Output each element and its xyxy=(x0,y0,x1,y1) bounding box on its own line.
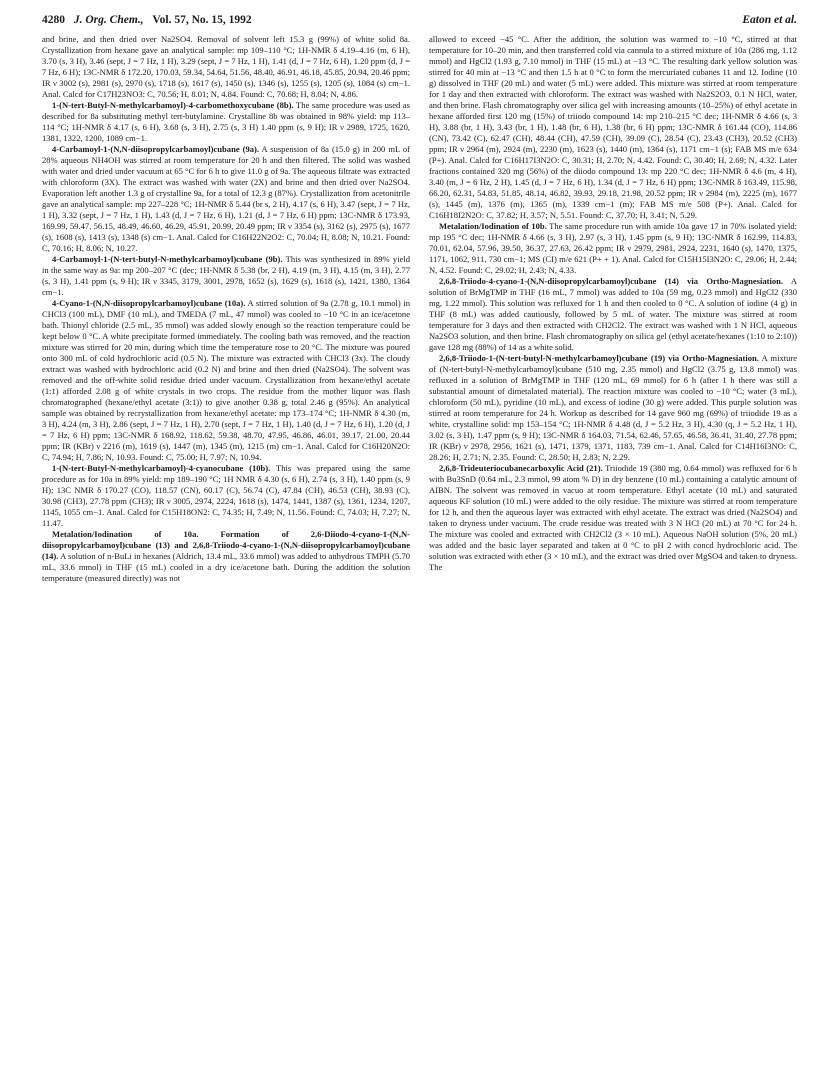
paragraph xyxy=(429,353,797,463)
running-header xyxy=(42,14,797,32)
paragraph xyxy=(42,144,410,254)
compound-heading: 4-Cyano-1-(N,N-diisopropylcarbamoyl)cubane (10a). xyxy=(52,298,246,308)
volume-issue: Vol. 57, No. 15, 1992 xyxy=(152,14,252,26)
paragraph xyxy=(42,463,410,529)
paragraph-text: A suspension of 8a (15.0 g) in 200 mL of 28% aqueous NH4OH was stirred at room temperature for 20 h and then filtered. The solid was washed with water and dried under vacuum at 65 °C for 6 h to give 11.0 g of 9a. The aqueous filtrate was extracted with chloroform (3X). The extract was washed with water (2X) and brine and then dried over Na2SO4. Evaporation left another 1.3 g of crystalline 9a, for a total of 12.3 g (87%). Crystallization from acetonitrile gave an analytical sample: mp 227–228 °C; 1H-NMR δ 5.44 (br s, 2 H), 4.17 (s, 6 H), 3.47 (sept, J = 7 Hz, 1 H), 3.32 (sept, J = 7 Hz, 1 H), 1.43 (d, J = 7 Hz, 6 H), 1.21 (d, J = 7 Hz, 6 H) ppm; 13C-NMR δ 173.93, 169.99, 59.47, 56.15, 48.49, 46.60, 46.29, 45.91, 20.99, 20.49 ppm; IR ν 3354 (s), 3162 (s), 2975 (s), 1677 (s), 1608 (s), 1413 (s), 1348 (s) cm−1. Anal. Calcd for C16H22N2O2: C, 70.04; H, 8.08; N, 10.21. Found: C, 70.16; H, 8.06; N, 10.27. xyxy=(42,144,410,253)
paragraph-text: A mixture of (N-tert-butyl-N-methylcarbamoyl)cubane (510 mg, 2.35 mmol) and HgCl2 (3.75 g, 13.8 mmol) was refluxed in a solution of BrMgTMP in THF (120 mL, 69 mmol) for 6 h (after 1 h there was still a substantial amount of dimetalated material). The reaction mixture was cooled to −10 °C; water (3 mL), chloroform (50 mL), pyridine (10 mL), and excess of iodine (30 g) were added. This purple solution was stirred at room temperature for 24 h. Workup as described for 14 gave 960 mg (69%) of triiodide 19 as a white, crystalline solid: mp 153–154 °C; 1H-NMR δ 4.48 (d, J = 5.2 Hz, 3 H), 4.30 (q, J = 5.2 Hz, 1 H), 3.02 (s, 3 H), 1.47 ppm (s, 9 H); 13C-NMR δ 164.03, 71.54, 62.46, 57.65, 46.58, 36.41, 31.40, 27.78 ppm; IR (KBr) ν 2978, 2956, 1621 (s), 1471, 1379, 1371, 1183, 739 cm−1. Anal. Calcd for C14H16I3NO: C, 28.26; H, 2.71; N, 2.35. Found: C, 28.50; H, 2.83; N, 2.29. xyxy=(429,353,797,462)
compound-heading: 2,6,8-Triiodo-1-(N-tert-butyl-N-methylcarbamoyl)cubane (19) via Ortho-Magnesiation. xyxy=(439,353,759,363)
compound-heading: 2,6,8-Trideuteriocubanecarboxylic Acid (21). xyxy=(439,463,603,473)
paragraph-text: and brine, and then dried over Na2SO4. Removal of solvent left 15.3 g (99%) of white solid 8a. Crystallization from hexane gave an analytical sample: mp 109–110 °C; 1H-NMR δ 4.19–4.16 (m, 6 H), 3.70 (s, 3 H), 3.46 (sept, J = 7 Hz, 1 H), 3.29 (sept, J = 7 Hz, 1 H), 1.41 (d, J = 7 Hz, 6 H), 1.20 ppm (d, J = 7 Hz, 6 H); 13C-NMR δ 172.20, 170.03, 59.34, 54.64, 51.56, 48.40, 46.91, 46.18, 45.85, 20.94, 20.46 ppm; IR ν 3002 (s), 2981 (s), 2970 (s), 1718 (s), 1617 (s), 1450 (s), 1346 (s), 1255 (s), 1205 (s), 1084 (s) cm−1. Anal. Calcd for C17H23NO3: C, 70.56; H, 8.01; N, 4.84. Found: C, 70.68; H, 8.04; N, 4.86. xyxy=(42,34,410,99)
header-author: Eaton et al. xyxy=(742,14,797,26)
paragraph xyxy=(429,276,797,353)
paragraph-text: allowed to exceed −45 °C. After the addition, the solution was warmed to −10 °C, stirred at that temperature for 10–20 min, and then transferred cold via cannula to a stirred mixture of 10a (286 mg, 1.12 mmol) and HgCl2 (1.93 g, 7.10 mmol) in THF (15 mL) at −13 °C. The resulting dark yellow solution was stirred for 40 min at −13 °C and then 1.5 h at 0 °C to form the mercuriated cubanes 11 and 12. Iodine (10 g) dissolved in THF (20 mL) and water (5 mL) were added. This mixture was stirred at room temperature for 1 day and then extracted with chloroform. The extract was washed with Na2S2O3, 0.1 N HCl, water, and then brine. Flash chromatography over silica gel with increasing amounts (10–25%) of ethyl acetate in hexane afforded first 120 mg (15%) of triiodo compound 14: mp 210–215 °C dec; 1H-NMR δ 4.66 (s, 3 H), 3.88 (br, 1 H), 3.43 (br, 1 H), 1.48 (br, 6 H), 1.38 (br, 6 H) ppm; 13C-NMR δ 161.44 (CO), 114.86 (CN), 73.42 (C), 62.47 (CH), 48.44 (CH), 47.59 (CH), 39.09 (C), 28.54 (C), 23.43 (CH3), 20.52 (CH3) ppm; IR ν 2964 (m), 2924 (m), 2230 (m), 1623 (s), 1440 (m), 1364 (s), 1171 cm−1 (s); FAB MS m/e 634 (P+). Anal. Calcd for C16H17I3N2O: C, 30.31; H, 2.70; N, 4.42. Found: C, 30.40; H, 2.69; N, 4.32. Later fractions contained 320 mg (56%) of the diiodo compound 13: mp 220 °C dec; 1H-NMR δ 4.6 (m, 4 H), 3.40 (m, J = 6 Hz, 2 H), 1.45 (d, J = 7 Hz, 6 H), 1.34 (d, J = 7 Hz, 6 H) ppm; 13C-NMR δ 163.49, 115.98, 66.20, 62.31, 54.83, 51.85, 48.14, 46.82, 39.93, 29.18, 21.98, 20.52 ppm; IR ν 2984 (m), 2225 (m), 1677 (s), 1445 (m), 1376 (m), 1365 (m), 1339 cm−1 (m); FAB MS m/e 508 (P+). Anal. Calcd for C16H18I2N2O: C, 37.82; H, 3.57; N, 5.51. Found: C, 37.70; H, 3.41; N, 5.29. xyxy=(429,34,797,220)
paragraph-text: A solution of BrMgTMP in THF (16 mL, 7 mmol) was added to 10a (59 mg, 0.23 mmol) and HgCl2 (330 mg, 1.22 mmol). This solution was refluxed for 1 h and then cooled to 0 °C. A solution of iodine (4 g) in THF (8 mL) was added cautiously, followed by 5 mL of water. The mixture was stirred at room temperature for 3 days and then extracted with CH2Cl2. The extract was washed with 1 N HCl, aqueous Na2SO3 solution, and then brine. Flash chromatography on silica gel (ethyl acetate/hexanes (1:10 to 2:10)) gave 128 mg (88%) of 14 as a white solid. xyxy=(429,276,797,352)
compound-heading: 4-Carbamoyl-1-(N,N-diisopropylcarbamoyl)cubane (9a). xyxy=(52,144,260,154)
paragraph xyxy=(429,221,797,276)
paragraph-text: Triiodide 19 (380 mg, 0.64 mmol) was refluxed for 6 h with Bu3SnD (0.64 mL, 2.3 mmol, 99 atom % D) in dry benzene (10 mL) containing a catalytic amount of AIBN. The solvent was removed in vacuo at room temperature. Ethyl acetate (10 mL) and saturated aqueous KF solution (10 mL) were added to the oily residue. The mixture was stirred at room temperature for 12 h, and then the aqueous layer was extracted with ethyl acetate. The extract was dried (Na2SO4) and taken to dryness under vacuum. The crude residue was treated with 3 N HCl (20 mL) at 70 °C for 24 h. The mixture was cooled and extracted with CH2Cl2 (3 × 10 mL). Aqueous NaOH solution (5%, 20 mL) was added and the basic layer separated and taken at 0 °C to pH 2 with concd hydrochloric acid. The solution was extracted with ether (3 × 10 mL), and the extract was dried over MgSO4 and taken to dryness. The xyxy=(429,463,798,572)
left-column xyxy=(42,34,410,584)
journal-name: J. Org. Chem., xyxy=(73,14,144,26)
page-number: 4280 xyxy=(42,14,65,26)
body-columns xyxy=(42,34,797,584)
paragraph-text: The same procedure run with amide 10a gave 17 in 70% isolated yield: mp 195 °C dec; 1H-NMR δ 4.66 (s, 3 H), 2.97 (s, 3 H), 1.45 ppm (s, 9 H); 13C-NMR δ 162.99, 114.83, 70.01, 62.04, 57.96, 39.50, 36.37, 27.63, 26.42 ppm; IR ν 2979, 2981, 2924, 2231, 1640 (s), 1470, 1375, 1171, 1062, 911, 730 cm−1; MS (CI) m/e 621 (P+ + 1). Anal. Calcd for C15H15I3N2O: C, 29.06; H, 2.44; N, 4.52. Found: C, 29.02; H, 2.43; N, 4.33. xyxy=(429,221,797,275)
paragraph xyxy=(42,34,410,100)
paragraph-text: The same procedure was used as described for 8a substituting methyl tert-butylamine. Crystalline 8b was obtained in 98% yield: mp 113–114 °C; 1H-NMR δ 4.17 (s, 6 H), 3.68 (s, 3 H), 2.75 (s, 3 H) 1.40 ppm (s, 9 H); IR ν 2989, 1725, 1620, 1381, 1322, 1200, 1089 cm−1. xyxy=(42,100,410,143)
paragraph xyxy=(429,463,797,573)
compound-heading: Metalation/Iodination of 10a. Formation of 2,6-Diiodo-4-cyano-1-(N,N-diisopropylcarbamoyl)cubane (13) and 2,6,8-Triiodo-4-cyano-1-(N,N-diisopropylcarbamoyl)cubane (14). xyxy=(42,529,410,561)
header-left xyxy=(42,14,258,26)
paragraph-text: A stirred solution of 9a (2.78 g, 10.1 mmol) in CHCl3 (100 mL), DMF (10 mL), and TMEDA (7 mL, 47 mmol) was cooled to −10 °C in an ice/acetone bath. Thionyl chloride (2.5 mL, 35 mmol) was added slowly enough so the reaction temperature could be kept below 0 °C. A white precipitate formed immediately. The cooling bath was removed, and the reaction mixture was stirred for 20 min, during which time the temperature rose to 20 °C. The mixture was poured onto 300 mL of cold hydrochloric acid (0.5 N). The mixture was extracted with CHCl3 (3x). The cloudy extract was washed with hydrochloric acid (0.2 N) and brine and then dried (Na2SO4). The solvent was removed and the off-white solid residue dried under vacuum. Crystallization from hexane/ethyl acetate (1:1) afforded 2.08 g of white crystals in two crops. The residue from the mother liquor was flash chromatographed (hexane/ethyl acetate (3:1)) to give another 0.38 g, total 2.46 g (95%). An analytical sample was obtained by recrystallization from hexane/ethyl acetate: mp 173–174 °C; 1H-NMR δ 4.30 (m, 3 H), 4.24 (m, 3 H), 2.86 (sept, J = 7 Hz, 1 H), 2.70 (sept, J = 7 Hz, 1 H), 1.40 (d, J = 7 Hz, 6 H), 1.20 (d, J = 7 Hz, 6 H) ppm; 13C-NMR δ 168.92, 118.62, 59.38, 48.70, 47.95, 46.86, 46.01, 39.17, 21.00, 20.44 ppm; IR (KBr) ν 2216 (m), 1619 (s), 1447 (m), 1345 (m), 1215 (m) cm−1. Anal. Calcd for C16H20N2O: C, 74.94; H, 7.86; N, 10.93. Found: C, 75.00; H, 7.97; N, 10.94. xyxy=(42,298,410,462)
compound-heading: Metalation/Iodination of 10b. xyxy=(439,221,547,231)
paragraph xyxy=(42,298,410,463)
compound-heading: 4-Carbamoyl-1-(N-tert-butyl-N-methylcarbamoyl)cubane (9b). xyxy=(52,254,283,264)
compound-heading: 1-(N-tert-Butyl-N-methylcarbamoyl)-4-cyanocubane (10b). xyxy=(52,463,271,473)
paragraph xyxy=(42,100,410,144)
compound-heading: 2,6,8-Triiodo-4-cyano-1-(N,N-diisopropylcarbamoyl)cubane (14) via Ortho-Magnesiation. xyxy=(439,276,784,286)
paragraph xyxy=(429,34,797,221)
paragraph xyxy=(42,529,410,584)
right-column xyxy=(429,34,797,584)
paragraph xyxy=(42,254,410,298)
paragraph-text: A solution of n-BuLi in hexanes (Aldrich, 13.4 mL, 33.6 mmol) was added to anhydrous TMPH (5.70 mL, 33.6 mmol) in THF (15 mL) cooled in a dry ice/acetone bath. During the addition the solution temperature (measured directly) was not xyxy=(42,551,410,583)
paragraph-text: This was prepared using the same procedure as for 10a in 89% yield: mp 189–190 °C; 1H NMR δ 4.30 (s, 6 H), 2.74 (s, 3 H), 1.40 ppm (s, 9 H); 13C NMR δ 170.27 (CO), 118.57 (CN), 60.17 (C), 56.74 (C), 47.84 (CH), 46.53 (CH), 38.93 (C), 30.98 (CH3), 27.78 ppm (CH3); IR ν 3005, 2974, 2224, 1618 (s), 1474, 1441, 1387 (s), 1361, 1234, 1207, 1145, 1055 cm−1. Anal. Calcd for C15H18ON2: C, 74.35; H, 7.49; N, 11.56. Found: C, 74.03; H, 7.27; N, 11.47. xyxy=(42,463,411,528)
paragraph-text: This was synthesized in 89% yield in the same way as 9a: mp 200–207 °C (dec; 1H-NMR δ 5.38 (br, 2 H), 4.19 (m, 3 H), 4.15 (m, 3 H), 2.77 (s, 3 H), 1.41 ppm (s, 9 H); IR ν 3345, 3179, 3001, 2978, 1652 (s), 1629 (s), 1618 (s), 1421, 1380, 1364 cm−1. xyxy=(42,254,411,297)
compound-heading: 1-(N-tert-Butyl-N-methylcarbamoyl)-4-carbomethoxycubane (8b). xyxy=(52,100,294,110)
